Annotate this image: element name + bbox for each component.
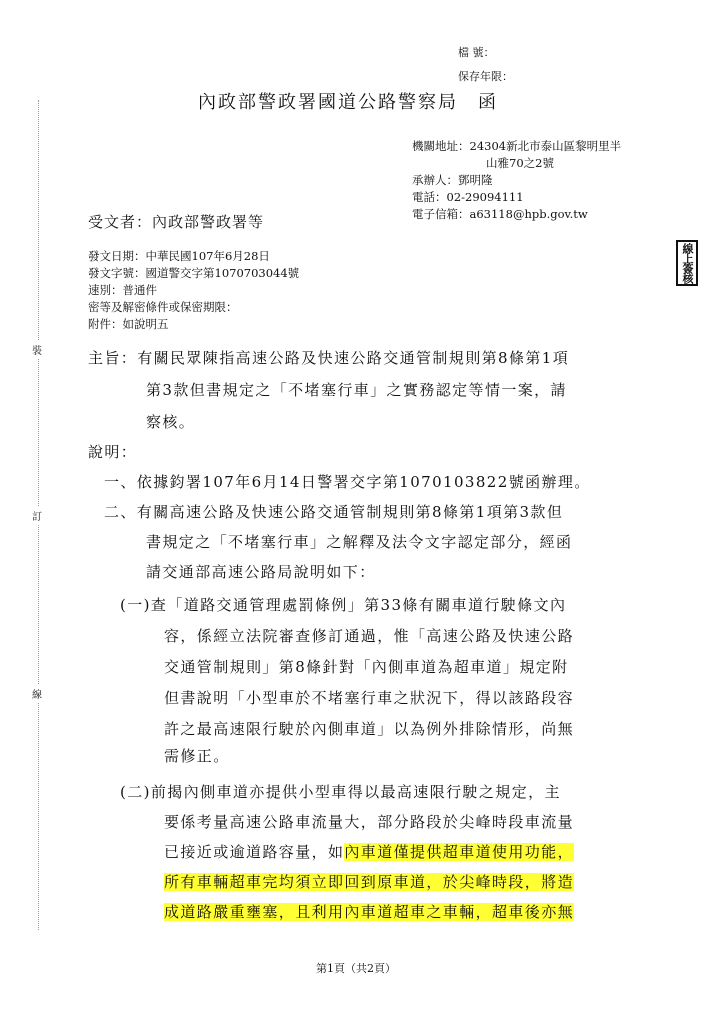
explanation-item-1: 一、依據鈞署107年6月14日警署交字第1070103822號函辦理。	[104, 473, 591, 491]
handler: 承辦人：鄧明隆	[412, 173, 493, 187]
address-line-2: 山雅70之2號	[486, 156, 554, 170]
issue-date: 發文日期：中華民國107年6月28日	[88, 249, 270, 263]
sub-item-1-line-5: 許之最高速限行駛於內側車道」以為例外排除情形，尚無	[164, 720, 575, 738]
subject-line-3: 察核。	[146, 413, 196, 431]
confidentiality: 密等及解密條件或保密期限：	[88, 300, 238, 314]
highlighted-text-3: 成道路嚴重壅塞，且利用內車道超車之車輛，超車後亦無	[164, 903, 575, 921]
sub-item-2-line-3	[164, 836, 574, 868]
online-signoff-stamp: 線上簽核	[676, 240, 698, 286]
recipient: 受文者：內政部警政署等	[88, 213, 265, 231]
sub-item-1-line-3: 交通管制規則」第8條針對「內側車道為超車道」規定附	[164, 658, 569, 676]
sub-item-2-line-3-plain: 已接近或逾道路容量，如	[164, 843, 345, 861]
phone: 電話：02-29094111	[412, 190, 524, 204]
document-number: 發文字號：國道警交字第1070703044號	[88, 266, 300, 280]
sub-item-1-line-6: 需修正。	[164, 747, 230, 765]
explanation-item-2-line-2: 書規定之「不堵塞行車」之解釋及法令文字認定部分，經函	[146, 533, 573, 551]
document-title: 內政部警政署國道公路警察局 函	[198, 92, 498, 113]
page-footer: 第1頁（共2頁）	[316, 962, 396, 975]
attachment: 附件：如說明五	[88, 317, 169, 331]
subject-line-1: 主旨：有關民眾陳指高速公路及快速公路交通管制規則第8條第1項	[88, 349, 570, 367]
meta-block	[88, 248, 299, 333]
highlighted-text-1: 內車道僅提供超車道使用功能，	[344, 843, 575, 861]
binding-mark-1: 裝	[32, 340, 42, 359]
delivery-speed: 速別：普通件	[88, 283, 157, 297]
address-line-1: 機關地址：24304新北市泰山區黎明里半	[412, 139, 622, 153]
explanation-item-2-line-1: 二、有關高速公路及快速公路交通管制規則第8條第1項第3款但	[104, 503, 564, 521]
file-number-label: 檔 號：	[458, 46, 495, 59]
binding-mark-3: 線	[32, 684, 42, 703]
sub-item-1-line-2: 容，係經立法院審查修訂通過，惟「高速公路及快速公路	[164, 627, 575, 645]
sub-item-2-line-4	[164, 866, 574, 898]
retention-period-label: 保存年限：	[458, 70, 513, 83]
sub-item-2-line-5	[164, 896, 574, 928]
sub-item-2-line-2: 要係考量高速公路車流量大，部分路段於尖峰時段車流量	[164, 813, 575, 831]
binding-mark-2: 訂	[32, 506, 42, 525]
contact-block	[412, 138, 621, 223]
sub-item-1-line-4: 但書說明「小型車於不堵塞行車之狀況下，得以該路段容	[164, 689, 575, 707]
email: 電子信箱：a63118@hpb.gov.tw	[412, 207, 588, 221]
subject-line-2: 第3款但書規定之「不堵塞行車」之實務認定等情一案，請	[146, 381, 567, 399]
sub-item-1-line-1: (一)查「道路交通管理處罰條例」第33條有關車道行駛條文內	[120, 596, 567, 614]
sub-item-2-line-1: (二)前揭內側車道亦提供小型車得以最高速限行駛之規定，主	[120, 783, 561, 801]
highlighted-text-2: 所有車輛超車完均須立即回到原車道，於尖峰時段，將造	[164, 873, 575, 891]
explanation-item-2-line-3: 請交通部高速公路局說明如下：	[146, 563, 376, 581]
explanation-heading: 說明：	[88, 443, 138, 461]
